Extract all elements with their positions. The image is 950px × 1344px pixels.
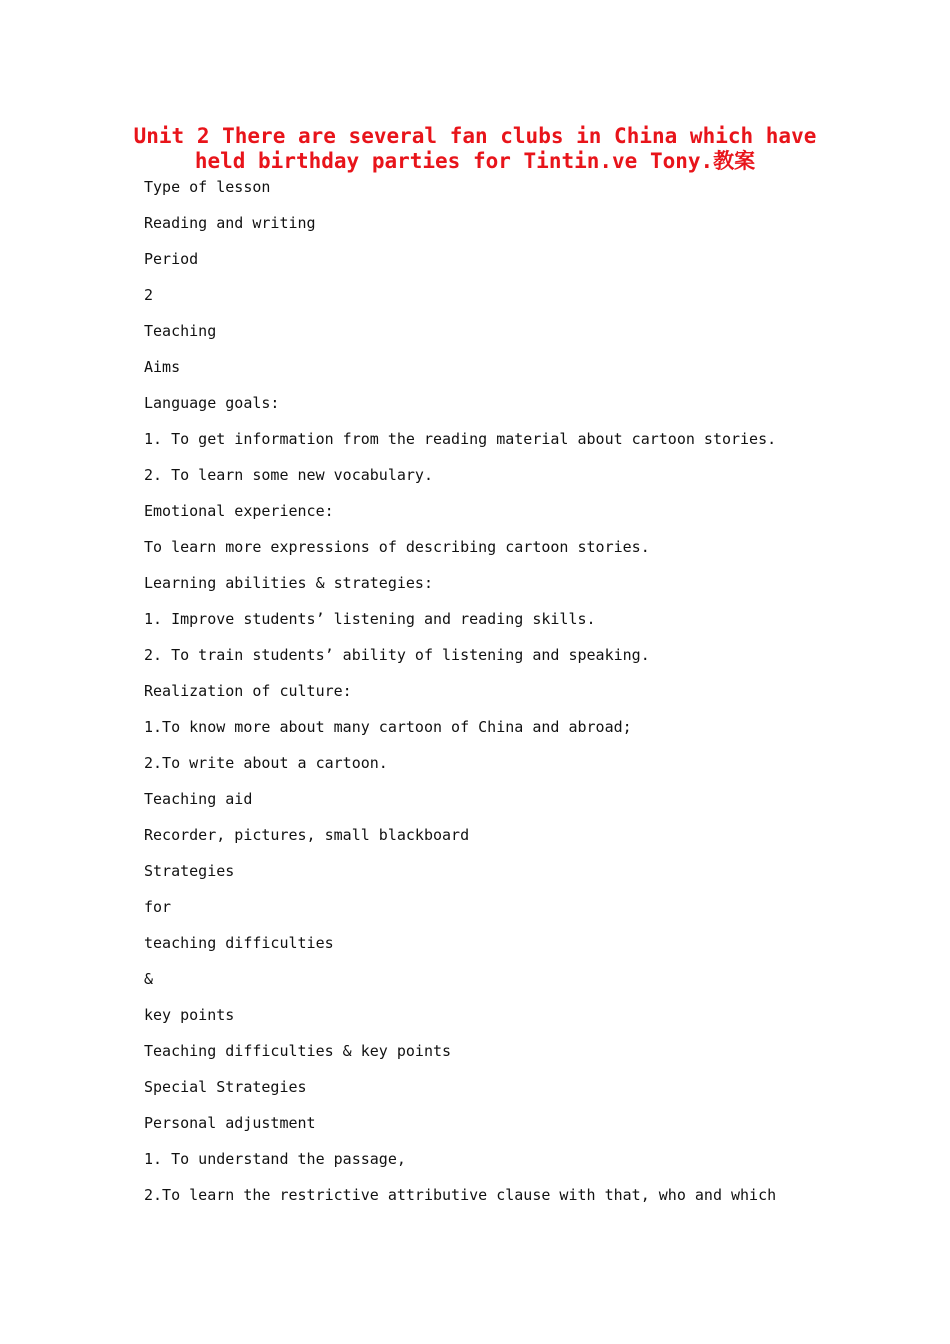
text-line: Teaching difficulties & key points	[144, 1042, 452, 1060]
text-line: To learn more expressions of describing cartoon stories.	[144, 538, 650, 556]
document-body	[144, 176, 864, 1220]
text-line: Special Strategies	[144, 1078, 307, 1096]
text-line: 2. To train students’ ability of listening and speaking.	[144, 646, 650, 664]
text-line: 1.To know more about many cartoon of China and abroad;	[144, 718, 632, 736]
text-line: Teaching	[144, 322, 217, 340]
text-line: &	[144, 970, 154, 988]
document-title: Unit 2 There are several fan clubs in China which have held birthday parties for Tintin.ve Tony.教案	[133, 124, 817, 173]
text-line: Recorder, pictures, small blackboard	[144, 826, 470, 844]
text-line: Language goals:	[144, 394, 280, 412]
text-line: key points	[144, 1006, 235, 1024]
text-line: Realization of culture:	[144, 682, 352, 700]
text-line: 2.To learn the restrictive attributive clause with that, who and which	[144, 1186, 777, 1204]
text-line: 2.To write about a cartoon.	[144, 754, 388, 772]
text-line: Personal adjustment	[144, 1114, 316, 1132]
text-line: for	[144, 898, 172, 916]
text-line: Aims	[144, 358, 181, 376]
text-line: teaching difficulties	[144, 934, 334, 952]
text-line: 2	[144, 286, 154, 304]
text-line: 2. To learn some new vocabulary.	[144, 466, 433, 484]
text-line: Emotional experience:	[144, 502, 334, 520]
text-line: Learning abilities & strategies:	[144, 574, 433, 592]
text-line: Strategies	[144, 862, 235, 880]
text-line: 1. To understand the passage,	[144, 1150, 406, 1168]
text-line: Type of lesson	[144, 178, 271, 196]
text-line: Period	[144, 250, 199, 268]
text-line: 1. To get information from the reading material about cartoon stories.	[144, 430, 777, 448]
text-line: 1. Improve students’ listening and reading skills.	[144, 610, 596, 628]
text-line: Teaching aid	[144, 790, 253, 808]
text-line: Reading and writing	[144, 214, 316, 232]
